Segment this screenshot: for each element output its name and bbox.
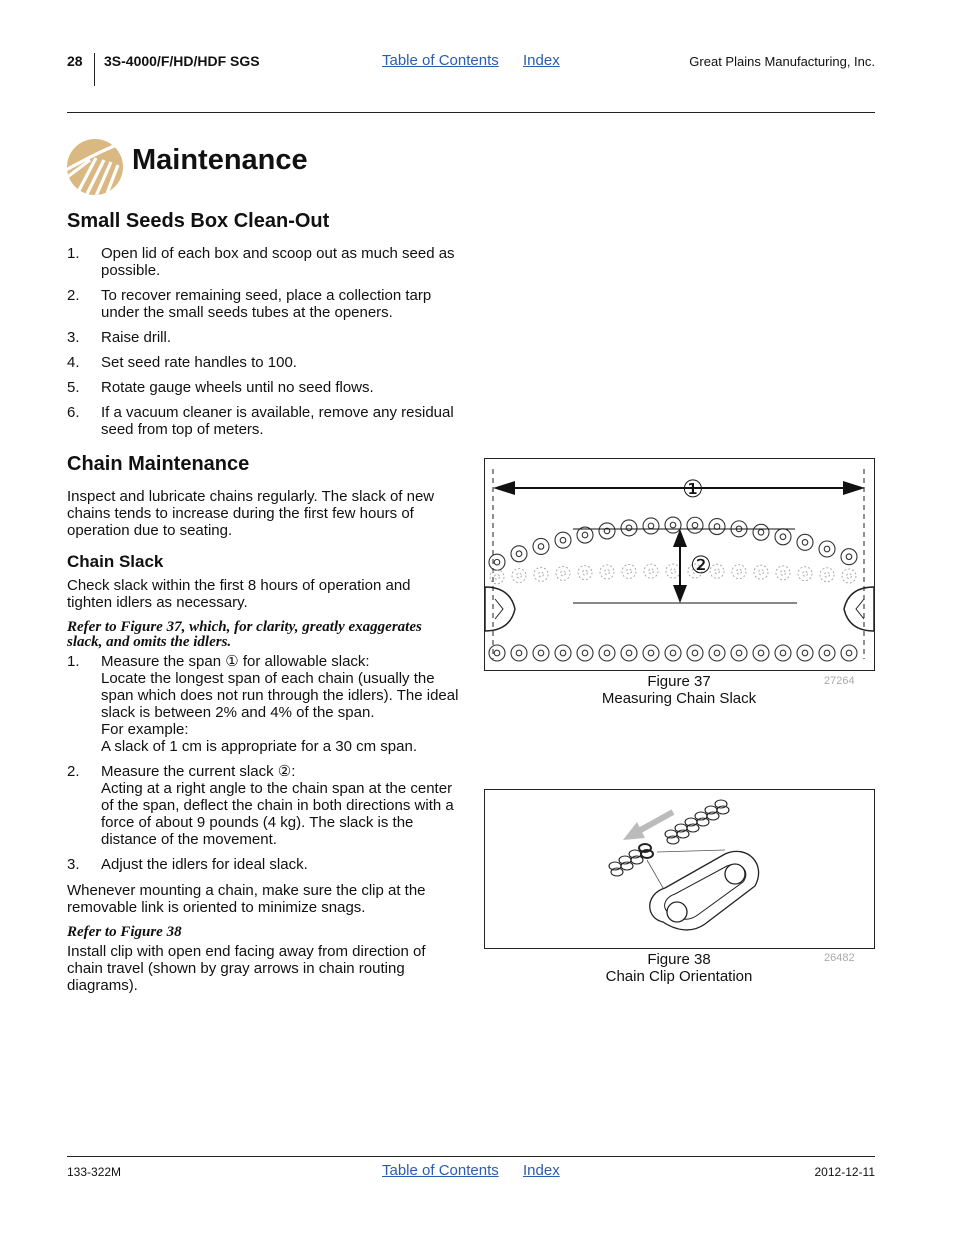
list-item: 6. If a vacuum cleaner is available, remove any residual seed from top of meters. [67, 404, 454, 438]
figure-37-image [484, 458, 875, 671]
list-item: 1. Measure the span ① for allowable slack: Locate the longest span of each chain (usually the span which does not run through the idlers). The ideal slack is between 2% and 4% of the span. For example: A slack of 1 cm is appropriate for a 30 cm span. [67, 653, 459, 755]
chain-slack-intro: Check slack within the first 8 hours of operation and tighten idlers as necessary. [67, 577, 411, 611]
figure-38-caption: Figure 38 Chain Clip Orientation [605, 951, 753, 985]
footer-rule [67, 1156, 875, 1157]
list-item: 1. Open lid of each box and scoop out as much seed as possible. [67, 245, 455, 279]
list-item: 4. Set seed rate handles to 100. [67, 354, 297, 371]
figure-37-number: 27264 [824, 675, 855, 687]
refer-figure-37: Refer to Figure 37, which, for clarity, greatly exaggerates slack, and omits the idlers. [67, 619, 422, 650]
great-plains-logo-icon [66, 138, 124, 196]
list-item: 3. Raise drill. [67, 329, 172, 346]
doc-number: 133-322M [67, 1165, 122, 1179]
list-item: 2. Measure the current slack ②: Acting at a right angle to the chain span at the center of the span, deflect the chain in both directions with a force of about 9 pounds (4 kg). The slack is the distance of the movement. [67, 763, 454, 848]
clean-out-steps [67, 245, 459, 446]
refer-figure-38: Refer to Figure 38 [67, 924, 182, 940]
small-seeds-heading: Small Seeds Box Clean-Out [67, 210, 330, 232]
header-rule [67, 112, 875, 113]
figure-38-image [484, 789, 875, 949]
page-number: 28 [67, 53, 83, 69]
page-title: Maintenance [132, 144, 308, 176]
figure-38-number: 26482 [824, 952, 855, 964]
chain-maintenance-heading: Chain Maintenance [67, 453, 250, 475]
model-name: 3S-4000/F/HD/HDF SGS [104, 53, 260, 69]
install-clip-note: Install clip with open end facing away from direction of chain travel (shown by gray arrows in chain routing diagrams). [67, 943, 426, 994]
company-name: Great Plains Manufacturing, Inc. [689, 54, 875, 69]
doc-date: 2012-12-11 [814, 1165, 875, 1179]
footer-index-link[interactable]: Index [523, 1162, 560, 1179]
header-divider [94, 53, 95, 86]
header-index-link[interactable]: Index [523, 52, 560, 69]
list-item: 5. Rotate gauge wheels until no seed flows. [67, 379, 374, 396]
list-item: 2. To recover remaining seed, place a collection tarp under the small seeds tubes at the openers. [67, 287, 432, 321]
footer-toc-link[interactable]: Table of Contents [382, 1162, 499, 1179]
callout-1: ① [682, 475, 704, 503]
header-toc-link[interactable]: Table of Contents [382, 52, 499, 69]
mounting-note: Whenever mounting a chain, make sure the clip at the removable link is oriented to minimize snags. [67, 882, 426, 916]
list-item: 3. Adjust the idlers for ideal slack. [67, 856, 308, 873]
chain-slack-steps [67, 653, 459, 881]
figure-37-caption: Figure 37 Measuring Chain Slack [601, 673, 757, 707]
chain-slack-heading: Chain Slack [67, 552, 164, 571]
callout-2: ② [690, 551, 712, 579]
chain-intro: Inspect and lubricate chains regularly. The slack of new chains tends to increase during the first few hours of operation due to seating. [67, 488, 435, 539]
